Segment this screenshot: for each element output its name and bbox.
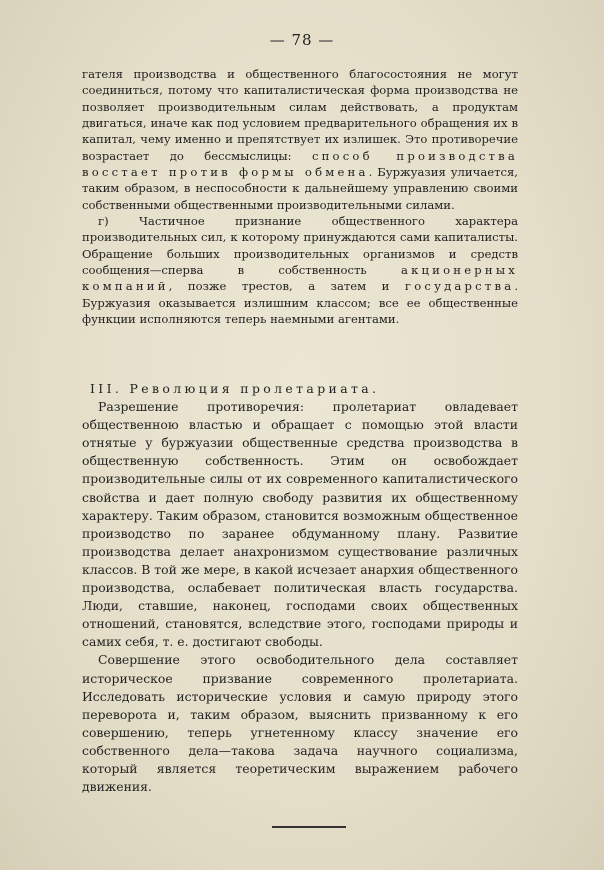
text-block-2	[82, 380, 518, 796]
paragraph	[82, 66, 518, 213]
section-heading: III. Революция пролетариата.	[90, 381, 380, 396]
page-number: — 78 —	[269, 31, 335, 49]
paragraph: Совершение этого освободительного дела составляет историческое призвание современного пролетариата. Исследовать исторические условия и самую природу этого переворота и, таким образом, выяснить призванному к его совершению, теперь угнетенному классу значение его собственного дела—такова задача научного социализма, который является теоретическим выражением рабочего движения.	[82, 652, 518, 795]
paragraph-text: . Буржуазия уличается, таким образом, в неспособности к дальнейшему управлению своими собственными общественными производительными силами.	[82, 165, 518, 212]
paragraph	[82, 213, 518, 327]
paragraph-text: гателя производства и общественного благосостояния не могут соединиться, потому что капиталистическая форма производства не позволяет производительным силам действовать, а продуктам двигаться, иначе как под условием предварительного обращения их в капитал, чему именно и препятствует их излишек. Это противоречие возрастает до бессмыслицы:	[82, 67, 518, 163]
emphasized-text: государства	[404, 279, 515, 294]
paragraph-text: . Буржуазия оказывается излишним классом; все ее общественные функции исполняются теперь наемными агентами.	[82, 279, 518, 327]
emphasized-text: способ производства восстает против формы обмена	[82, 148, 518, 180]
paragraph: Разрешение противоречия: пролетариат овладевает общественною властью и обращает с помощью этой власти отнятые у буржуазии общественные средства производства в общественную собственность. Этим он освобождает производительные силы от их современного капиталистического свойства и дает полную свободу развития их общественному характеру. Таким образом, становится возможным общественное производство по заранее обдуманному плану. Развитие производства делает анахронизмом существование различных классов. В той же мере, в какой исчезает анархия общественного производства, ослабевает политическая власть государства. Люди, ставшие, наконец, господами своих общественных отношений, становятся, вследствие этого, господами природы и самих себя, т. е. достигают свободы.	[82, 399, 518, 650]
text-block-1	[82, 66, 518, 328]
emphasized-text: акционерных компаний	[82, 263, 518, 294]
paragraph-text: г) Частичное признание общественного характера производительных сил, к которому принуждаются сами капиталисты. Обращение больших производительных организмов и средств сообщения—сперва в собственность	[82, 214, 518, 278]
paragraph-text: , позже трестов, а затем и	[168, 279, 405, 294]
closing-rule	[272, 826, 346, 828]
